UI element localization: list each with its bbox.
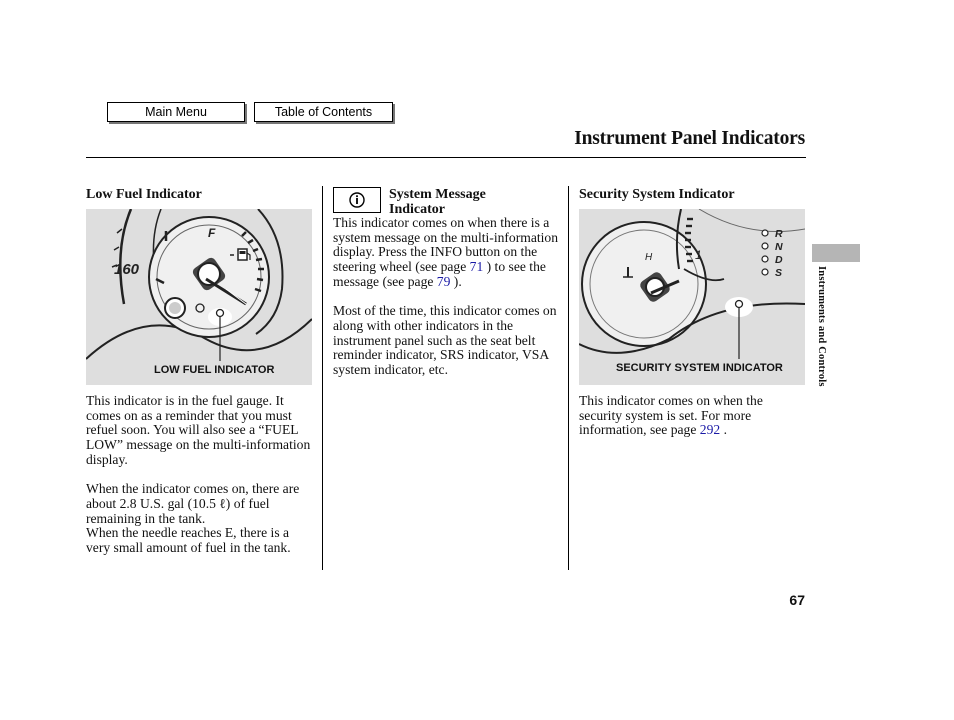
section-side-label: Instruments and Controls bbox=[816, 266, 827, 387]
title-divider bbox=[86, 157, 806, 158]
security-figure-caption: SECURITY SYSTEM INDICATOR bbox=[616, 362, 783, 374]
system-message-description bbox=[333, 216, 561, 378]
system-message-text-a: This indicator comes on when there is a system message on the multi-information display. Press the INFO button on the steering wheel (see page bbox=[333, 215, 559, 275]
low-fuel-figure bbox=[86, 209, 312, 385]
system-message-text-b: ) to see the message (see page bbox=[333, 259, 546, 289]
security-indicator-illustration bbox=[579, 209, 805, 385]
security-text-a: This indicator comes on when the security system is set. For more information, see page bbox=[579, 393, 763, 438]
column-divider-2 bbox=[568, 186, 569, 570]
speed-label: 160 bbox=[114, 261, 140, 278]
gear-n-label: N bbox=[775, 241, 783, 253]
info-icon bbox=[334, 188, 380, 212]
page-title: Instrument Panel Indicators bbox=[574, 128, 805, 149]
system-message-section-title bbox=[389, 187, 486, 217]
page-292-link[interactable]: 292 bbox=[699, 422, 721, 438]
full-mark-label: F bbox=[208, 226, 216, 240]
hot-mark-label: H bbox=[645, 252, 653, 263]
low-fuel-description bbox=[86, 394, 314, 556]
low-fuel-para-3: When the needle reaches E, there is a very small amount of fuel in the tank. bbox=[86, 525, 291, 556]
low-fuel-para-1: This indicator is in the fuel gauge. It comes on as a reminder that you must refuel soon. You will also see a “FUEL LOW” message on the multi-information display. bbox=[86, 393, 311, 467]
security-section-title: Security System Indicator bbox=[579, 187, 735, 202]
system-message-para-2: Most of the time, this indicator comes on along with other indicators in the instrument panel such as the seat belt reminder indicator, SRS indicator, VSA system indicator, etc. bbox=[333, 303, 557, 378]
low-fuel-para-2: When the indicator comes on, there are about 2.8 U.S. gal (10.5 ℓ) of fuel remaining in the tank. bbox=[86, 481, 300, 526]
security-text-b: . bbox=[720, 422, 727, 438]
system-message-title-line-1: System Message bbox=[389, 187, 486, 202]
system-message-title-line-2: Indicator bbox=[389, 202, 445, 217]
system-message-text-c: ). bbox=[450, 273, 462, 289]
table-of-contents-button[interactable]: Table of Contents bbox=[254, 102, 393, 122]
page-79-link[interactable]: 79 bbox=[436, 273, 451, 289]
page-number: 67 bbox=[789, 592, 805, 608]
page-71-link[interactable]: 71 bbox=[469, 259, 484, 275]
tach-1-label: 1 bbox=[695, 248, 702, 262]
system-message-icon-box bbox=[333, 187, 381, 213]
low-fuel-section-title: Low Fuel Indicator bbox=[86, 187, 202, 202]
security-description bbox=[579, 394, 807, 438]
fuel-gauge-illustration bbox=[86, 209, 312, 385]
gear-d-label: D bbox=[775, 254, 783, 266]
security-figure bbox=[579, 209, 805, 385]
security-para-1 bbox=[579, 394, 807, 438]
gear-s-label: S bbox=[775, 267, 783, 279]
column-divider-1 bbox=[322, 186, 323, 570]
gear-r-label: R bbox=[775, 228, 783, 240]
low-fuel-figure-caption: LOW FUEL INDICATOR bbox=[154, 364, 275, 376]
main-menu-button[interactable]: Main Menu bbox=[107, 102, 245, 122]
system-message-para-1 bbox=[333, 216, 561, 290]
section-tab bbox=[812, 244, 860, 262]
